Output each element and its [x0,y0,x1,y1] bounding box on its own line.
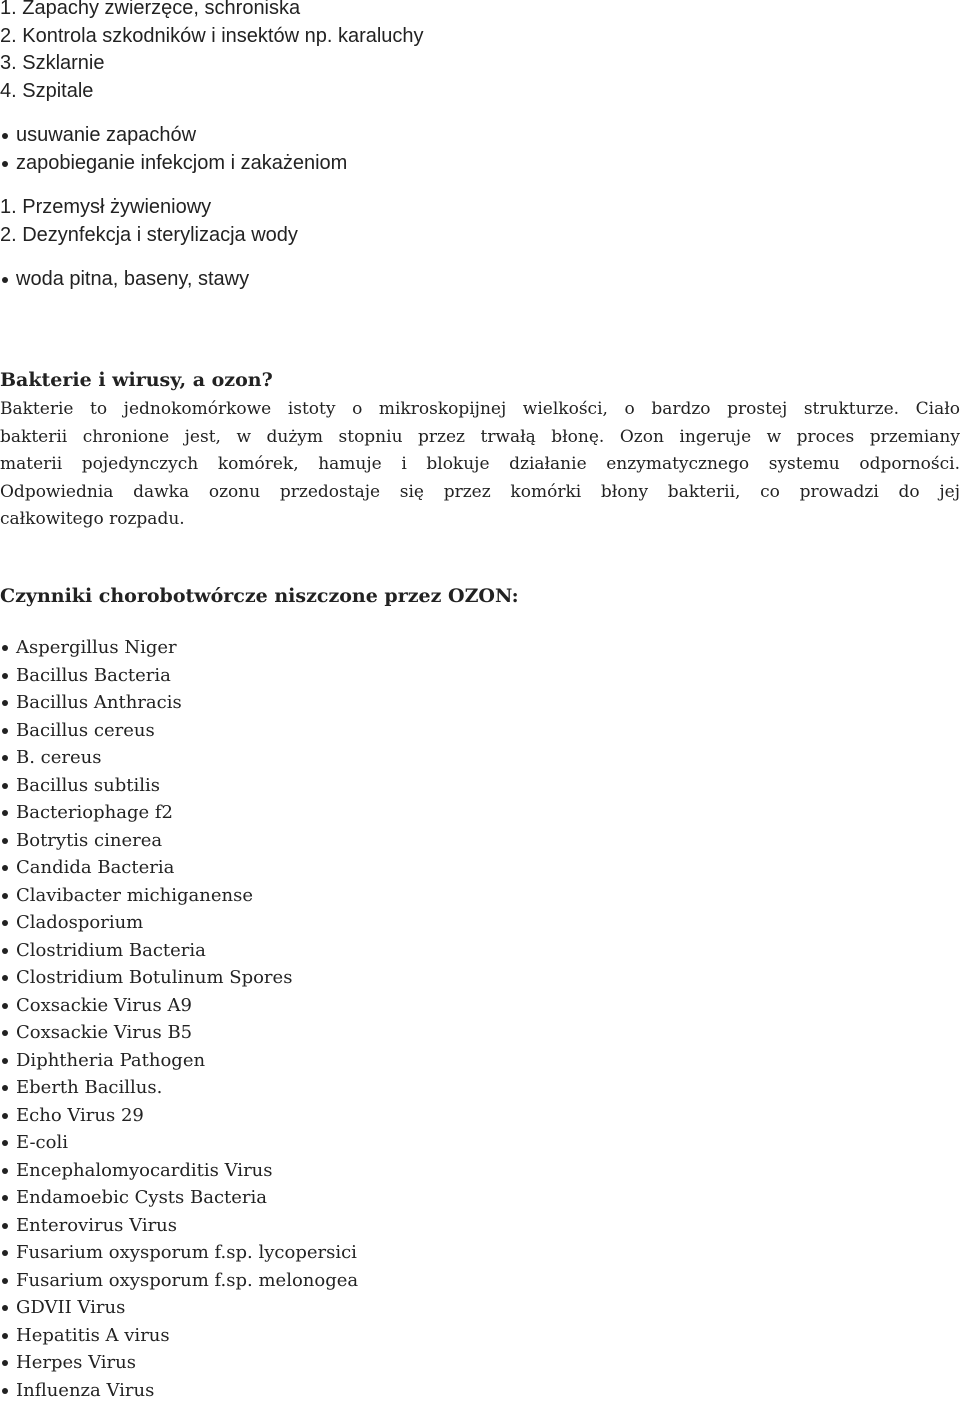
paragraph-line: bakterii chronione jest, w dużym stopniu przez trwałą błonę. Ozon ingeruje w proces przemiany [0,424,960,452]
pathogen-item: Fusarium oxysporum f.sp. melonogea [0,1267,358,1295]
pathogen-item: Endamoebic Cysts Bacteria [0,1184,358,1212]
purpose-bullet-list-2 [0,266,249,294]
pathogen-item: Clostridium Bacteria [0,937,358,965]
pathogen-item: Enterovirus Virus [0,1212,358,1240]
pathogen-item: Encephalomyocarditis Virus [0,1157,358,1185]
pathogen-item: Bacillus subtilis [0,772,358,800]
numbered-item: 2. Dezynfekcja i sterylizacja wody [0,222,298,250]
pathogen-item: Echo Virus 29 [0,1102,358,1130]
pathogen-item: B. cereus [0,744,358,772]
pathogen-item: Eberth Bacillus. [0,1074,358,1102]
pathogen-item: Hepatitis A virus [0,1322,358,1350]
numbered-item: 2. Kontrola szkodników i insektów np. karaluchy [0,23,424,51]
pathogen-bullet-list [0,634,358,1404]
pathogen-item: Clostridium Botulinum Spores [0,964,358,992]
paragraph-line: materii pojedynczych komórek, hamuje i blokuje działanie enzymatycznego systemu odporności. [0,451,960,479]
pathogen-item: Bacillus Anthracis [0,689,358,717]
bacteria-paragraph [0,396,960,534]
paragraph-line: Odpowiednia dawka ozonu przedostaje się przez komórki błony bakterii, co prowadzi do jej [0,479,960,507]
pathogen-item: Candida Bacteria [0,854,358,882]
purpose-bullet-list-1 [0,122,347,177]
pathogen-item: Bacillus Bacteria [0,662,358,690]
pathogen-item: Coxsackie Virus A9 [0,992,358,1020]
pathogen-item: Coxsackie Virus B5 [0,1019,358,1047]
bullet-item: usuwanie zapachów [0,122,347,150]
pathogen-item: Fusarium oxysporum f.sp. lycopersici [0,1239,358,1267]
applications-numbered-list-1 [0,0,424,105]
paragraph-line: całkowitego rozpadu. [0,506,960,534]
numbered-item: 1. Zapachy zwierzęce, schroniska [0,0,424,23]
section-heading-bacteria: Bakterie i wirusy, a ozon? [0,369,273,391]
pathogen-item: Bacillus cereus [0,717,358,745]
section-heading-pathogens: Czynniki chorobotwórcze niszczone przez OZON: [0,585,519,607]
bullet-item: woda pitna, baseny, stawy [0,266,249,294]
pathogen-item: Botrytis cinerea [0,827,358,855]
numbered-item: 4. Szpitale [0,78,424,106]
bullet-item: zapobieganie infekcjom i zakażeniom [0,150,347,178]
pathogen-item: Influenza Virus [0,1377,358,1404]
pathogen-item: Cladosporium [0,909,358,937]
numbered-item: 3. Szklarnie [0,50,424,78]
pathogen-item: Herpes Virus [0,1349,358,1377]
pathogen-item: GDVII Virus [0,1294,358,1322]
applications-numbered-list-2 [0,194,298,249]
pathogen-item: Diphtheria Pathogen [0,1047,358,1075]
paragraph-line: Bakterie to jednokomórkowe istoty o mikroskopijnej wielkości, o bardzo prostej strukturze. Ciało [0,396,960,424]
pathogen-item: Clavibacter michiganense [0,882,358,910]
pathogen-item: Aspergillus Niger [0,634,358,662]
pathogen-item: E-coli [0,1129,358,1157]
numbered-item: 1. Przemysł żywieniowy [0,194,298,222]
pathogen-item: Bacteriophage f2 [0,799,358,827]
